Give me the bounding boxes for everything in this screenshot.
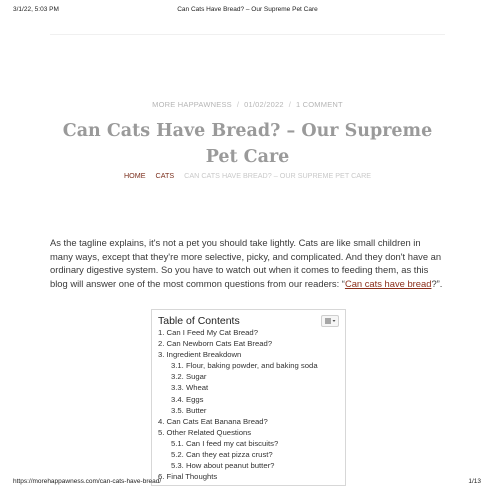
toc-item[interactable]: 3.5. Butter bbox=[171, 405, 207, 415]
toc-item[interactable]: 5. Other Related Questions bbox=[158, 427, 252, 437]
breadcrumb-current: CAN CATS HAVE BREAD? – OUR SUPREME PET CARE bbox=[184, 171, 372, 180]
toc-item[interactable]: 3.2. Sugar bbox=[171, 372, 207, 382]
meta-comments[interactable]: 1 COMMENT bbox=[296, 100, 343, 109]
meta-separator: / bbox=[236, 100, 240, 109]
can-cats-have-bread-link[interactable]: Can cats have bread bbox=[344, 277, 432, 289]
toc-item[interactable]: 5.3. How about peanut butter? bbox=[171, 461, 275, 471]
toc-item[interactable]: 5.2. Can they eat pizza crust? bbox=[171, 450, 273, 460]
intro-paragraph bbox=[50, 236, 445, 290]
toc-list bbox=[158, 327, 344, 482]
toc-item[interactable]: 3.1. Flour, baking powder, and baking soda bbox=[171, 361, 318, 371]
table-of-contents bbox=[151, 309, 346, 486]
print-page-title: Can Cats Have Bread? – Our Supreme Pet Care bbox=[177, 6, 318, 13]
toc-item[interactable]: 3. Ingredient Breakdown bbox=[158, 350, 242, 360]
print-page-count: 1/13 bbox=[468, 478, 481, 485]
toc-item[interactable]: 6. Final Thoughts bbox=[158, 472, 218, 482]
post-meta bbox=[0, 100, 495, 109]
toc-item[interactable]: 5.1. Can I feed my cat biscuits? bbox=[171, 438, 279, 448]
list-toggle-icon[interactable] bbox=[321, 315, 339, 327]
print-header bbox=[0, 6, 495, 16]
intro-text: As the tagline explains, it's not a pet you should take lightly. Cats are like small children in many ways, except that they're more selective, picky, and complicated. And they don't have an ordinary digestive system. So you have to watch out when it comes to feeding them, as this blog will answer one of the most common questions from our readers: “ bbox=[50, 237, 442, 289]
intro-text-end: ?”. bbox=[431, 277, 443, 289]
print-datetime: 3/1/22, 5:03 PM bbox=[13, 6, 59, 13]
toc-item[interactable]: 4. Can Cats Eat Banana Bread? bbox=[158, 416, 268, 426]
meta-date[interactable]: 01/02/2022 bbox=[244, 100, 284, 109]
toc-item[interactable]: 3.3. Wheat bbox=[171, 383, 209, 393]
meta-author[interactable]: MORE HAPPAWNESS bbox=[152, 100, 232, 109]
header-divider bbox=[50, 34, 445, 35]
toc-item[interactable]: 1. Can I Feed My Cat Bread? bbox=[158, 328, 258, 337]
toc-title: Table of Contents bbox=[158, 315, 240, 327]
page-title: Can Cats Have Bread? – Our Supreme Pet Care bbox=[62, 121, 433, 167]
print-footer bbox=[0, 478, 495, 488]
toc-item[interactable]: 2. Can Newborn Cats Eat Bread? bbox=[158, 339, 273, 349]
breadcrumb-home[interactable]: HOME bbox=[123, 171, 146, 180]
breadcrumb-cats[interactable]: CATS bbox=[155, 171, 175, 180]
toc-item[interactable]: 3.4. Eggs bbox=[171, 394, 204, 404]
meta-separator: / bbox=[288, 100, 291, 109]
breadcrumb bbox=[0, 171, 495, 180]
print-url: https://morehappawness.com/can-cats-have-bread/ bbox=[13, 478, 162, 485]
